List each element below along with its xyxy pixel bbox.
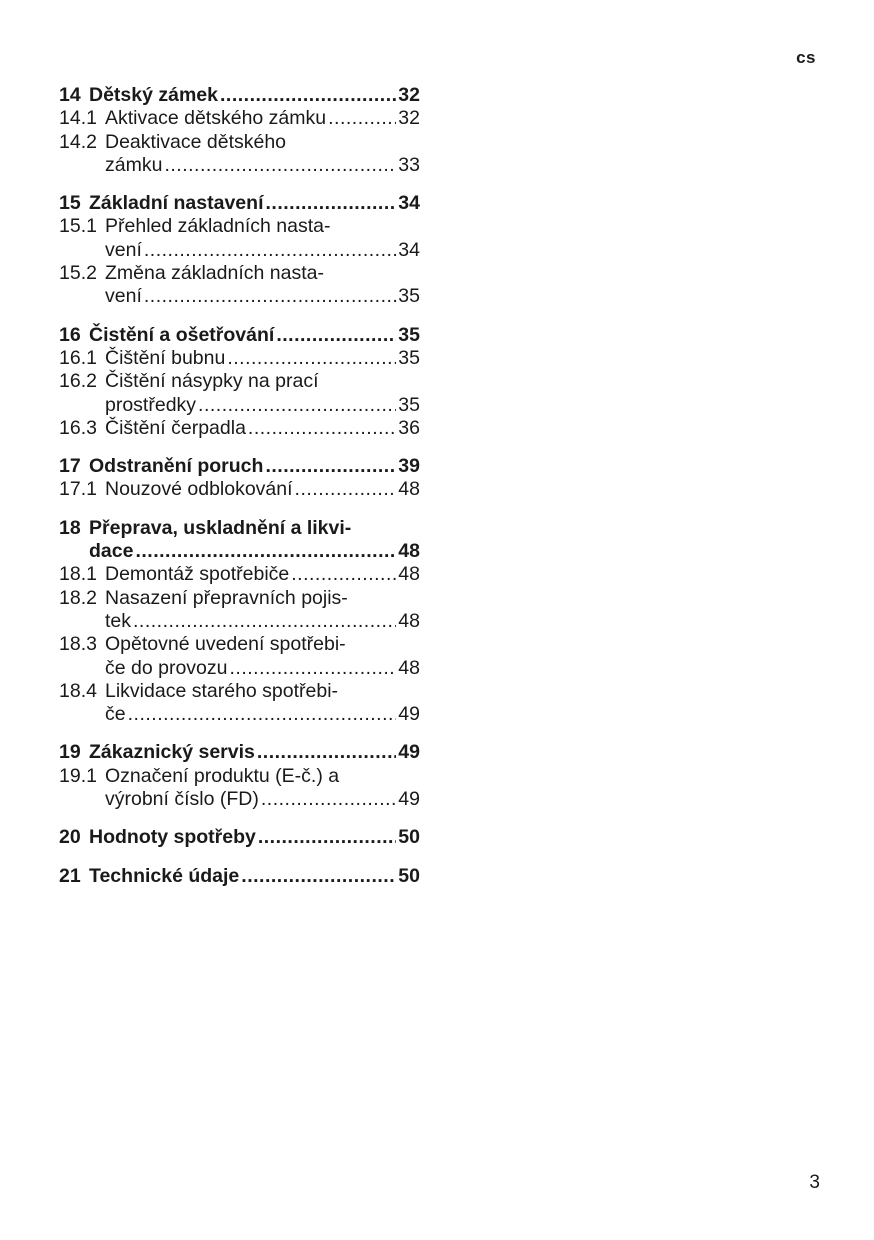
toc-page-number: 49 <box>398 703 420 726</box>
toc-subsection-line[interactable] <box>59 262 420 285</box>
toc-page-number: 34 <box>398 238 420 261</box>
toc-leader-dots <box>230 657 397 680</box>
toc-page-number: 48 <box>398 609 420 632</box>
toc-subsection-line[interactable] <box>59 788 420 811</box>
table-of-contents <box>59 84 420 903</box>
toc-section <box>59 826 420 849</box>
toc-subsection-line[interactable] <box>59 239 420 262</box>
toc-subsection-line[interactable] <box>59 563 420 586</box>
toc-leader-dots <box>144 239 396 262</box>
toc-subsection-title: Demontáž spotřebiče <box>105 563 290 586</box>
toc-leader-dots <box>198 394 396 417</box>
toc-subsection-title: Nasazení přepravních pojis- <box>105 586 348 609</box>
toc-chapter-line[interactable] <box>59 517 420 540</box>
toc-chapter-number: 19 <box>59 741 81 764</box>
toc-page-number: 32 <box>398 84 420 106</box>
toc-section <box>59 865 420 888</box>
toc-leader-dots <box>248 417 396 440</box>
toc-subsection-number: 15.2 <box>59 262 97 285</box>
toc-leader-dots <box>144 285 396 308</box>
toc-page-number: 48 <box>398 478 420 501</box>
toc-chapter-line[interactable] <box>59 84 420 107</box>
toc-chapter-title: Odstranění poruch <box>89 455 264 478</box>
toc-chapter-number: 16 <box>59 323 81 346</box>
toc-leader-dots <box>258 826 396 849</box>
toc-page-number: 49 <box>398 741 420 764</box>
toc-leader-dots <box>295 478 397 501</box>
toc-page-number: 36 <box>398 416 420 439</box>
toc-subsection-number: 17.1 <box>59 478 97 501</box>
toc-subsection-title: če <box>105 703 126 726</box>
toc-chapter-number: 18 <box>59 516 81 539</box>
toc-leader-dots <box>227 347 396 370</box>
toc-subsection-number: 19.1 <box>59 764 97 787</box>
toc-leader-dots <box>265 192 396 215</box>
toc-subsection-title: výrobní číslo (FD) <box>105 788 259 811</box>
toc-chapter-title: dace <box>89 540 134 563</box>
toc-subsection-number: 15.1 <box>59 215 97 238</box>
toc-chapter-line[interactable] <box>59 741 420 764</box>
toc-chapter-line[interactable] <box>59 865 420 888</box>
toc-subsection-number: 16.3 <box>59 416 97 439</box>
toc-subsection-title: Aktivace dětského zámku <box>105 107 327 130</box>
toc-page-number: 48 <box>398 563 420 586</box>
toc-leader-dots <box>257 741 396 764</box>
language-code: cs <box>796 48 816 67</box>
toc-subsection-title: Opětovné uvedení spotřebi- <box>105 633 346 656</box>
toc-leader-dots <box>164 154 396 177</box>
toc-page-number: 33 <box>398 153 420 176</box>
toc-subsection-number: 16.2 <box>59 370 97 393</box>
toc-section <box>59 517 420 727</box>
toc-subsection-line[interactable] <box>59 610 420 633</box>
toc-subsection-title: Deaktivace dětského <box>105 130 287 153</box>
toc-page-number: 35 <box>398 393 420 416</box>
toc-subsection-line[interactable] <box>59 657 420 680</box>
toc-subsection-line[interactable] <box>59 394 420 417</box>
toc-subsection-number: 18.1 <box>59 563 97 586</box>
toc-section <box>59 324 420 440</box>
toc-subsection-line[interactable] <box>59 215 420 238</box>
toc-subsection-line[interactable] <box>59 370 420 393</box>
toc-subsection-line[interactable] <box>59 587 420 610</box>
toc-leader-dots <box>291 563 396 586</box>
toc-subsection-title: prostředky <box>105 393 197 416</box>
toc-page-number: 35 <box>398 285 420 308</box>
toc-subsection-line[interactable] <box>59 285 420 308</box>
toc-page-number: 39 <box>398 455 420 478</box>
toc-leader-dots <box>261 788 396 811</box>
toc-chapter-number: 15 <box>59 192 81 215</box>
toc-subsection-title: Čištění bubnu <box>105 346 226 369</box>
toc-subsection-line[interactable] <box>59 765 420 788</box>
toc-page-number: 34 <box>398 192 420 215</box>
toc-chapter-title: Základní nastavení <box>89 192 264 215</box>
toc-subsection-title: Čištění násypky na prací <box>105 370 319 393</box>
toc-subsection-line[interactable] <box>59 131 420 154</box>
toc-chapter-title: Přeprava, uskladnění a likvi- <box>89 516 352 539</box>
toc-page-number: 49 <box>398 788 420 811</box>
toc-subsection-number: 14.2 <box>59 130 97 153</box>
toc-subsection-number: 18.3 <box>59 633 97 656</box>
toc-subsection-title: vení <box>105 238 142 261</box>
toc-leader-dots <box>133 610 396 633</box>
toc-subsection-line[interactable] <box>59 417 420 440</box>
toc-leader-dots <box>276 324 396 347</box>
toc-chapter-title: Dětský zámek <box>89 84 218 106</box>
toc-subsection-line[interactable] <box>59 478 420 501</box>
toc-page-number: 35 <box>398 346 420 369</box>
toc-chapter-title: Hodnoty spotřeby <box>89 826 256 849</box>
toc-subsection-number: 18.4 <box>59 679 97 702</box>
toc-subsection-number: 16.1 <box>59 346 97 369</box>
toc-leader-dots <box>265 455 396 478</box>
toc-chapter-line[interactable] <box>59 192 420 215</box>
toc-subsection-title: Přehled základních nasta- <box>105 215 331 238</box>
toc-chapter-line[interactable] <box>59 540 420 563</box>
toc-subsection-number: 18.2 <box>59 586 97 609</box>
toc-subsection-title: Nouzové odblokování <box>105 478 293 501</box>
toc-leader-dots <box>128 703 397 726</box>
toc-subsection-title: Likvidace starého spotřebi- <box>105 679 339 702</box>
toc-page-number: 50 <box>398 864 420 887</box>
toc-section <box>59 192 420 308</box>
toc-chapter-title: Čistění a ošetřování <box>89 323 275 346</box>
toc-subsection-title: zámku <box>105 153 163 176</box>
toc-subsection-title: če do provozu <box>105 656 228 679</box>
toc-chapter-title: Technické údaje <box>89 864 240 887</box>
toc-leader-dots <box>241 865 396 888</box>
toc-subsection-line[interactable] <box>59 154 420 177</box>
toc-chapter-line[interactable] <box>59 455 420 478</box>
toc-chapter-number: 21 <box>59 864 81 887</box>
toc-subsection-line[interactable] <box>59 347 420 370</box>
toc-page-number: 48 <box>398 540 420 563</box>
toc-subsection-title: vení <box>105 285 142 308</box>
toc-chapter-number: 17 <box>59 455 81 478</box>
toc-subsection-title: Změna základních nasta- <box>105 262 324 285</box>
toc-chapter-number: 20 <box>59 826 81 849</box>
toc-page-number: 48 <box>398 656 420 679</box>
toc-chapter-line[interactable] <box>59 826 420 849</box>
toc-subsection-line[interactable] <box>59 107 420 130</box>
toc-section <box>59 84 420 177</box>
toc-chapter-number: 14 <box>59 84 81 106</box>
toc-page-number: 50 <box>398 826 420 849</box>
toc-leader-dots <box>135 540 396 563</box>
toc-section <box>59 741 420 811</box>
toc-subsection-title: Čištění čerpadla <box>105 416 246 439</box>
toc-page-number: 35 <box>398 323 420 346</box>
toc-chapter-line[interactable] <box>59 324 420 347</box>
toc-subsection-line[interactable] <box>59 703 420 726</box>
page-number: 3 <box>809 1172 820 1193</box>
toc-page-number: 32 <box>398 107 420 130</box>
toc-subsection-title: tek <box>105 609 132 632</box>
toc-subsection-line[interactable] <box>59 633 420 656</box>
toc-leader-dots <box>220 84 396 107</box>
toc-chapter-title: Zákaznický servis <box>89 741 255 764</box>
toc-subsection-number: 14.1 <box>59 107 97 130</box>
toc-leader-dots <box>328 107 396 130</box>
toc-subsection-line[interactable] <box>59 680 420 703</box>
toc-subsection-title: Označení produktu (E-č.) a <box>105 764 340 787</box>
toc-section <box>59 455 420 502</box>
